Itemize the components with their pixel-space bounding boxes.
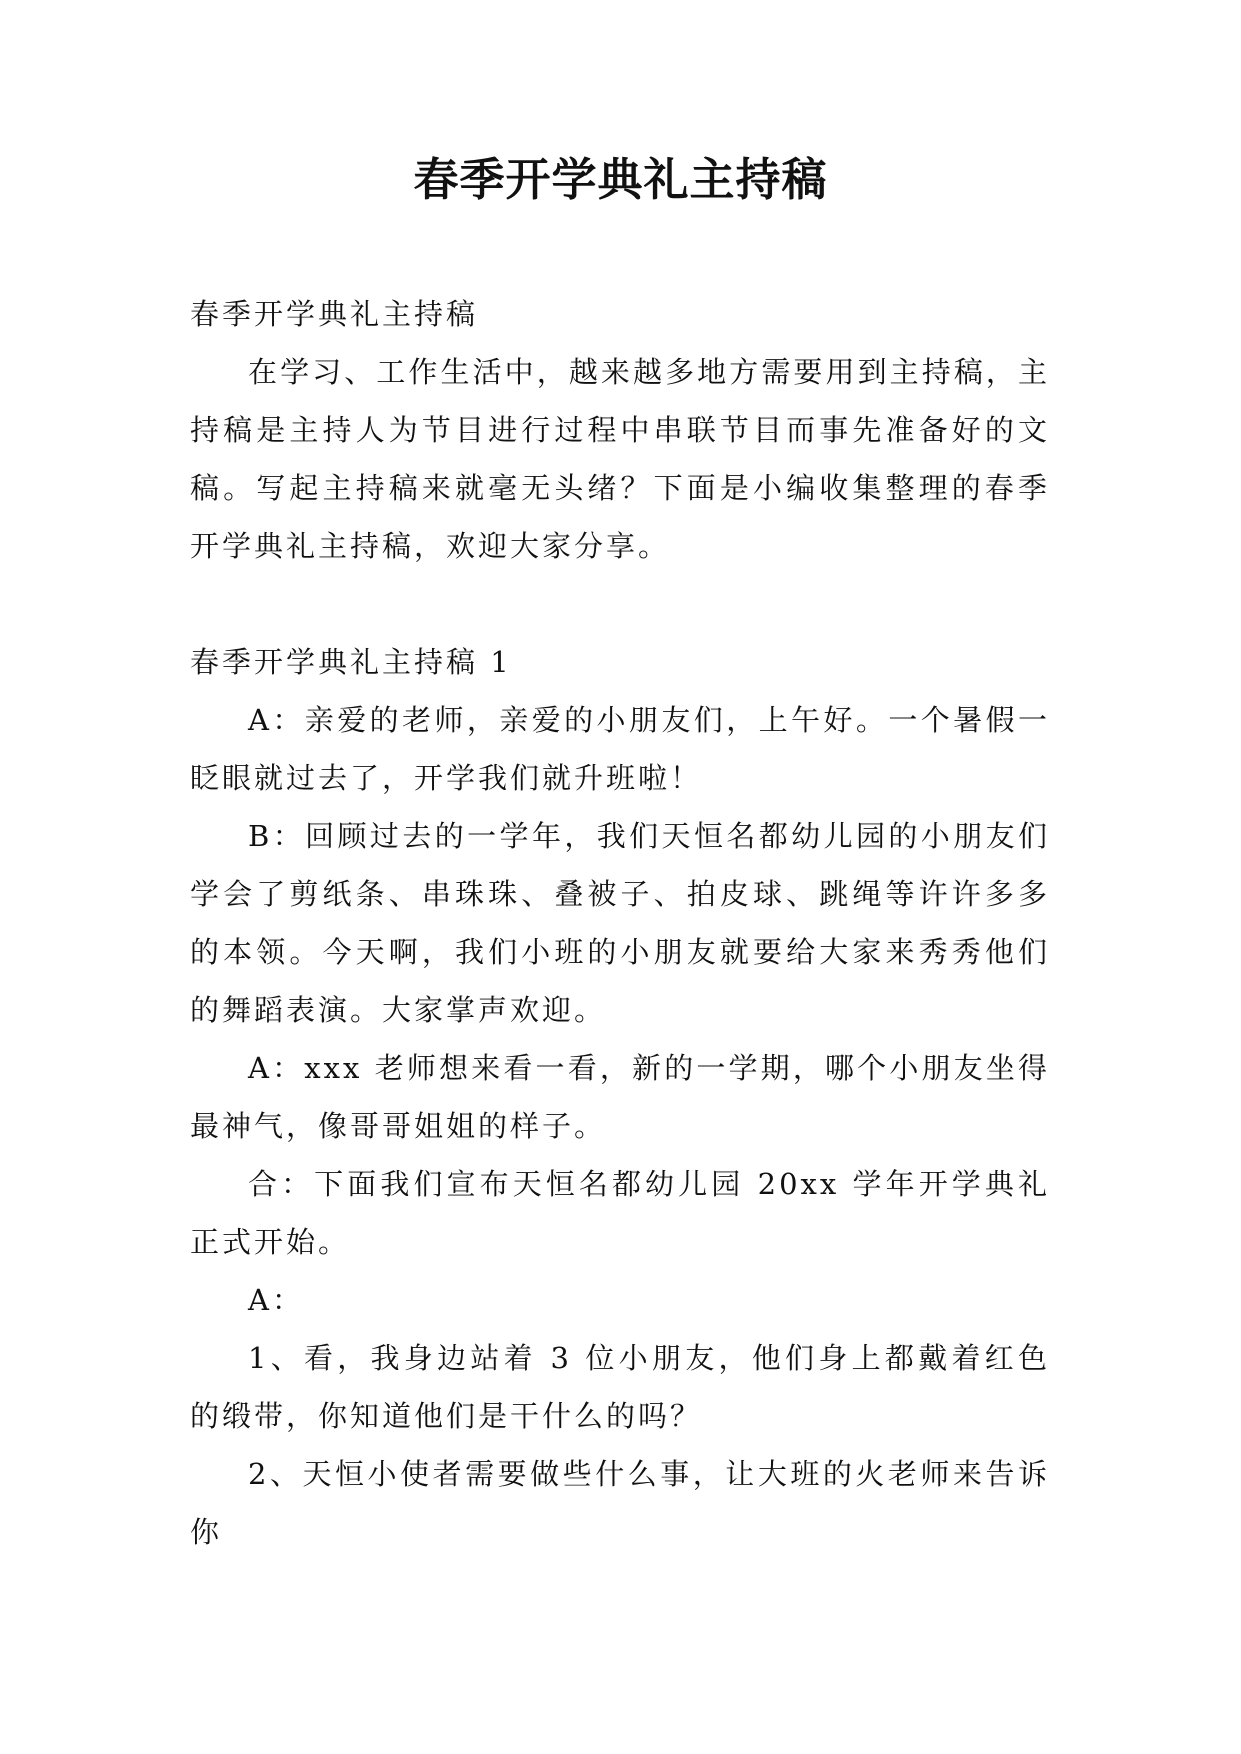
list-item-1: 1、看，我身边站着 3 位小朋友，他们身上都戴着红色的缎带，你知道他们是干什么的吗？ xyxy=(190,1341,1050,1433)
dialogue-paragraph-a-teacher: A：xxx 老师想来看一看，新的一学期，哪个小朋友坐得最神气，像哥哥姐姐的样子。 xyxy=(190,1051,1050,1143)
intro-paragraph: 在学习、工作生活中，越来越多地方需要用到主持稿，主持稿是主持人为节目进行过程中串联节目而事先准备好的文稿。写起主持稿来就毫无头绪？下面是小编收集整理的春季开学典礼主持稿，欢迎大家分享。 xyxy=(190,355,1050,563)
dialogue-speaker-a: A： xyxy=(248,1283,304,1317)
document-body xyxy=(190,285,1050,1561)
section-heading-intro: 春季开学典礼主持稿 xyxy=(190,297,479,331)
section-heading-1: 春季开学典礼主持稿 1 xyxy=(190,645,512,679)
dialogue-paragraph-a-greeting: A：亲爱的老师，亲爱的小朋友们，上午好。一个暑假一眨眼就过去了，开学我们就升班啦！ xyxy=(190,703,1050,795)
list-item-2: 2、天恒小使者需要做些什么事，让大班的火老师来告诉你 xyxy=(190,1457,1050,1549)
dialogue-paragraph-b-review: B：回顾过去的一学年，我们天恒名都幼儿园的小朋友们学会了剪纸条、串珠珠、叠被子、拍皮球、跳绳等许许多多的本领。今天啊，我们小班的小朋友就要给大家来秀秀他们的舞蹈表演。大家掌声欢迎。 xyxy=(190,819,1050,1027)
dialogue-paragraph-together: 合：下面我们宣布天恒名都幼儿园 20xx 学年开学典礼正式开始。 xyxy=(190,1167,1050,1259)
document-title: 春季开学典礼主持稿 xyxy=(413,153,828,206)
